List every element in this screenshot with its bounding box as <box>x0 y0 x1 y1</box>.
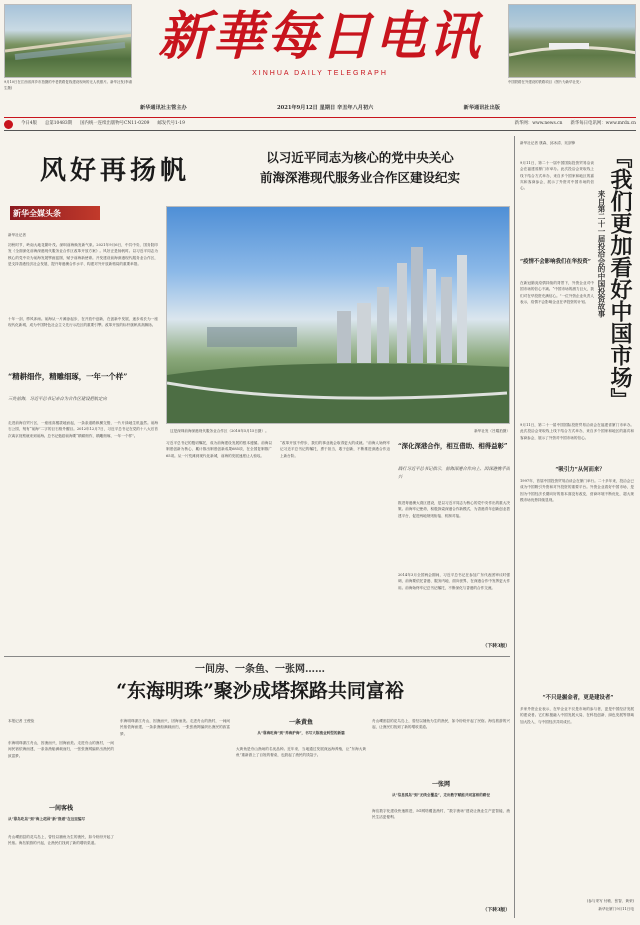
lead-section-1-heading: “精耕细作，精雕细琢，一年一个样” <box>8 372 128 381</box>
quanmeiti-badge: 新华全媒头条 <box>10 206 100 220</box>
bottom-section-1-heading: 一间客栈 <box>48 805 73 812</box>
side-section-2-heading: “吸引力”从何而来？ <box>555 467 605 473</box>
side-body-2: 在新冠肺炎疫情持续的背景下，外资企业对中国市场的信心不减。“中国市场的潜力巨大，我们对在华投资充满信心。”一位外资企业负责人表示，疫情不会影响企业在华投资的计划。 <box>520 281 594 305</box>
cn-code: 国内统一连续出版物号CN11-0209 <box>80 121 150 126</box>
lead-title-text: 风好再扬帆 <box>40 156 191 186</box>
lead-body-7: 2014年3月全国两会期间，习近平总书记在参加广东代表团审议时强调，前海要依托香港、服务内地、面向世界，在深港合作中发挥更大作用。前海始终牢记总书记嘱托，不断深化与香港的合作交流。 <box>398 573 510 590</box>
skyline-photo-icon <box>167 207 510 424</box>
bottom-section-2-sub: 从“靠海吃海”到“养海护海”，书写大陈渔业转型的新篇 <box>257 731 345 735</box>
lead-section-2-quote: 践行习近平总书记指示，前海深港合作向上、因深港携手而兴 <box>398 467 510 480</box>
lead-subtitle: 前海深港现代服务业合作区建设纪实 <box>259 170 460 185</box>
bottom-continued: （下转3版） <box>482 907 510 913</box>
column-divider <box>514 136 515 918</box>
side-byline: 新华社记者 康森、邱冰清、吴剑锋 <box>520 141 576 145</box>
lead-body-5: “改革开放不停步，我们的事业就会取得更大的成就。”前海人始终牢记习近平总书记的嘱托，勇于担当，敢于创新，不断推进深港合作迈上新台阶。 <box>280 441 390 458</box>
masthead-right-caption: 中国铁路在外建设的铁路项目（图片为新华社发） <box>508 80 583 84</box>
railway-photo-icon <box>509 5 636 78</box>
bottom-body-3: 大黄鱼是舟山渔场的名优品种。近年来，当地通过发展深远海养殖，让“东海大黄鱼”重新游上了百姓的餐桌，也鼓起了渔民的钱袋子。 <box>236 747 366 758</box>
lead-body-4: 习近平总书记的殷切嘱托，成为前海建设发展的根本遵循。前海以制度创新为核心，累计推出制度创新成果685项，在全国复制推广65项。从一片荒滩到现代化新城，前海的发展速度让人惊叹。 <box>166 441 272 458</box>
lead-section-2-heading: “深化深港合作，相互借助、相得益彰” <box>398 442 508 450</box>
bottom-title: “东海明珠”聚沙成塔探路共同富裕 <box>116 680 404 702</box>
side-sign: (参与采写 付敏、张智、黄荣) <box>586 899 634 903</box>
lead-byline: 新华社记者 <box>8 233 26 237</box>
bottom-section-3-sub: 从“信息孤岛”到“无线全覆盖”，走出数字赋能共同富裕的路径 <box>391 793 491 797</box>
masthead-title-en: XINHUA DAILY TELEGRAPH <box>252 70 388 77</box>
issue-number: 总第10483期 <box>44 121 73 126</box>
side-vertical-title: 『我们更加看好中国市场』 <box>607 146 633 410</box>
bottom-body-1: 东海明珠浙江舟山，因渔而兴，因海而美。走进舟山的渔村，一间间民宿依海而建，一条条渔船满载而归，一张张渔网编织出渔民的致富梦。 <box>8 741 114 758</box>
bottom-divider <box>4 656 510 657</box>
bridge-photo-icon <box>5 5 132 78</box>
masthead-right-photo <box>508 4 636 78</box>
lead-title <box>40 150 220 187</box>
bottom-body-3b: 舟山嵊泗县的花鸟岛上，曾经以捕鱼为生的渔民，如今纷纷开起了民宿。海岛旅游的兴起，让渔民们找到了新的增收渠道。 <box>372 719 510 730</box>
side-note: 新华社厦门9月11日电 <box>598 907 634 911</box>
web-link[interactable]: 新华网：www.news.cn <box>514 121 563 126</box>
side-vertical-subtitle: 来自第二十一届投洽会的中国投资故事 <box>597 190 606 318</box>
issue-date: 2021年9月12日 星期日 辛丑年八月初六 <box>277 105 374 111</box>
lead-kicker: 以习近平同志为核心的党中央关心 <box>266 150 454 165</box>
masthead <box>0 0 640 118</box>
side-section-1-heading: “疫情不会影响我们在华投资” <box>520 259 591 265</box>
masthead-title-text: 新華每日电讯 <box>157 6 482 67</box>
masthead-left-photo <box>4 4 132 78</box>
issue-info-bar <box>4 118 636 130</box>
bottom-body-4: 海岛数字化建设快速推进，5G网络覆盖渔村，“数字渔场”建设让渔业生产更智能，渔民生活更便利。 <box>372 809 510 820</box>
lead-section-1-quote: 三处前海，习近平总书记亲自为合作区建设把航定向 <box>8 397 107 402</box>
publisher-label: 新华通讯社主管主办 <box>140 105 187 111</box>
bottom-section-1-sub: 从“靠岛吃岛”到“海上花园”新“渔谱”在这里编写 <box>8 817 86 821</box>
xinhua-logo-icon <box>4 120 13 129</box>
lead-photo <box>166 206 510 424</box>
lead-body-1: 初秋时节，岭南大地花繁叶茂。深圳前海焕发新气象。2021年9月6日，中共中央、国务院印发《全面深化前海深港现代服务业合作区改革开放方案》。风好正是扬帆时。以习近平同志为核心的党中央为前海发展擘画蓝图，赋予前海新使命。开发建设前海深港现代服务业合作区，是支持香港经济社会发展、提升粤港澳合作水平、构建对外开放新格局的重要举措。 <box>8 243 158 267</box>
publisher-row <box>140 102 500 114</box>
bottom-body-2: 舟山嵊泗县的花鸟岛上，曾经以捕鱼为生的渔民，如今纷纷开起了民宿。海岛旅游的兴起，让渔民们找到了新的增收渠道。 <box>8 835 114 846</box>
side-body-3: 1997年，首届中国投资贸易洽谈会在厦门举行。二十多年来，投洽会已成为中国吸引外资和对外投资的重要平台。外资企业看好中国市场，是因为中国经济长期向好的基本面没有改变，营商环境不断优化，超大规模市场优势持续显现。 <box>520 479 634 503</box>
lead-body-6: 推进粤港澳大湾区建设，是以习近平同志为核心的党中央作出的重大决策。前海牢记使命，积极探索深港合作新模式，为香港青年创新创业搭建平台，促进两地规则衔接、机制对接。 <box>398 501 510 518</box>
side-body-3-lead: 9月11日，第二十一届中国国际投资贸易洽谈会在福建省厦门市举办。此次投洽会采取线上线下结合方式举办，来自多个国家和地区的嘉宾和客商参会，展示了外资对中国市场的信心。 <box>520 423 634 440</box>
side-body-1: 9月11日，第二十一届中国国际投资贸易洽谈会在福建省厦门市举办。此次投洽会采取线上线下结合方式举办，来自多个国家和地区的嘉宾和客商参会，展示了外资对中国市场的信心。 <box>520 161 594 191</box>
masthead-left-caption: 9月10日在江西省萍乡市拍摄的中老铁路复线建设现场的无人机照片。新华社发(李淑生摄) <box>4 80 132 90</box>
side-section-3-heading: “不只是掘金者，更是建设者” <box>542 695 614 701</box>
publisher-right-label: 新华通讯社出版 <box>463 105 500 111</box>
masthead-title <box>140 6 500 68</box>
bottom-section-2-heading: 一条黄鱼 <box>288 719 313 726</box>
bottom-byline: 本报记者 王俊俭 <box>8 719 35 723</box>
bottom-section-3-heading: 一张网 <box>431 781 450 788</box>
lead-body-3: 走进前海自贸片区，一座座高楼拔地而起，一条条道路纵横交错，一片片绿地生机盎然。前海石公园，刻有“前海”二字的巨石格外醒目。2012年12月7日，习近平总书记在党的十八大后首次离京视察就来到前海。总书记勉励前海要“精耕细作，精雕细琢，一年一个样”。 <box>8 421 158 438</box>
lead-body-2: 十年一剑，栉风沐雨。前海从一片滩涂起步，在开放中创新，在创新中发展，逐步成长为一座现代化新城，成为中国特色社会主义先行示范区的重要引擎。改革开放的标杆旗帜高高飘扬。 <box>8 317 158 328</box>
issue-pages: 今日4版 <box>21 121 37 126</box>
lead-photo-caption: 这是深圳前海深港现代服务业合作区（2018年5月15日摄）。 <box>170 429 269 433</box>
lead-continued: （下转3版） <box>482 643 510 649</box>
bottom-kicker: 一间房、一条鱼、一张网…… <box>195 664 325 675</box>
bottom-body-1b: 东海明珠浙江舟山，因渔而兴，因海而美。走进舟山的渔村，一间间民宿依海而建，一条条渔船满载而归，一张张渔网编织出渔民的致富梦。 <box>120 719 230 736</box>
lead-photo-credit: 新华社发（吕耀拍摄） <box>474 429 510 433</box>
web-link-2[interactable]: 新华每日电讯网：www.mrdx.cn <box>570 121 636 126</box>
post-code: 邮发代号1-19 <box>157 121 185 126</box>
side-body-4: 多家外资企业表示，在华企业不仅是市场的参与者，更是中国经济发展的建设者。它们积极融入中国发展大局，在科技创新、绿色发展等领域加大投入，与中国经济共同成长。 <box>520 707 634 724</box>
issue-bar-bottom-rule <box>4 130 636 131</box>
